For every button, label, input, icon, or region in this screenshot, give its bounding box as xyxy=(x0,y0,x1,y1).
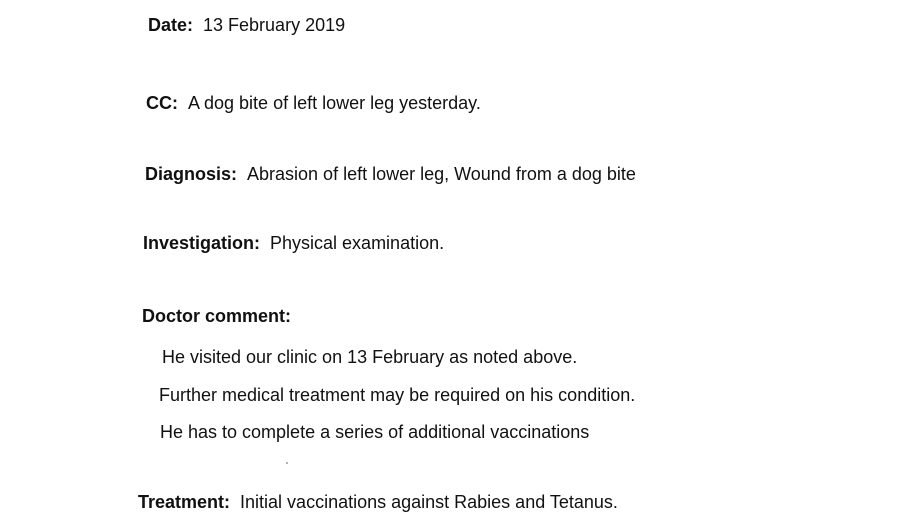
date-field xyxy=(148,14,345,36)
doctor-comment-heading xyxy=(142,305,301,327)
date-value: 13 February 2019 xyxy=(203,15,346,35)
diagnosis-field xyxy=(145,163,636,185)
doctor-comment-line-1: He visited our clinic on 13 February as noted above. xyxy=(162,347,578,367)
doctor-comment-label: Doctor comment: xyxy=(142,306,292,326)
chief-complaint-value: A dog bite of left lower leg yesterday. xyxy=(188,93,481,113)
doctor-comment-line-3: He has to complete a series of additional vaccinations xyxy=(160,422,590,442)
diagnosis-label: Diagnosis: xyxy=(145,164,238,184)
diagnosis-value: Abrasion of left lower leg, Wound from a dog bite xyxy=(247,164,636,184)
treatment-label: Treatment: xyxy=(138,492,231,512)
investigation-value: Physical examination. xyxy=(270,233,445,253)
scan-speck xyxy=(286,462,288,464)
treatment-field xyxy=(138,491,618,513)
chief-complaint-field xyxy=(146,92,481,114)
treatment-value: Initial vaccinations against Rabies and Tetanus. xyxy=(240,492,618,512)
investigation-field xyxy=(143,232,444,254)
investigation-label: Investigation: xyxy=(143,233,261,253)
doctor-comment-line-2: Further medical treatment may be required on his condition. xyxy=(159,385,636,405)
chief-complaint-label: CC: xyxy=(146,93,178,113)
date-label: Date: xyxy=(148,15,194,35)
